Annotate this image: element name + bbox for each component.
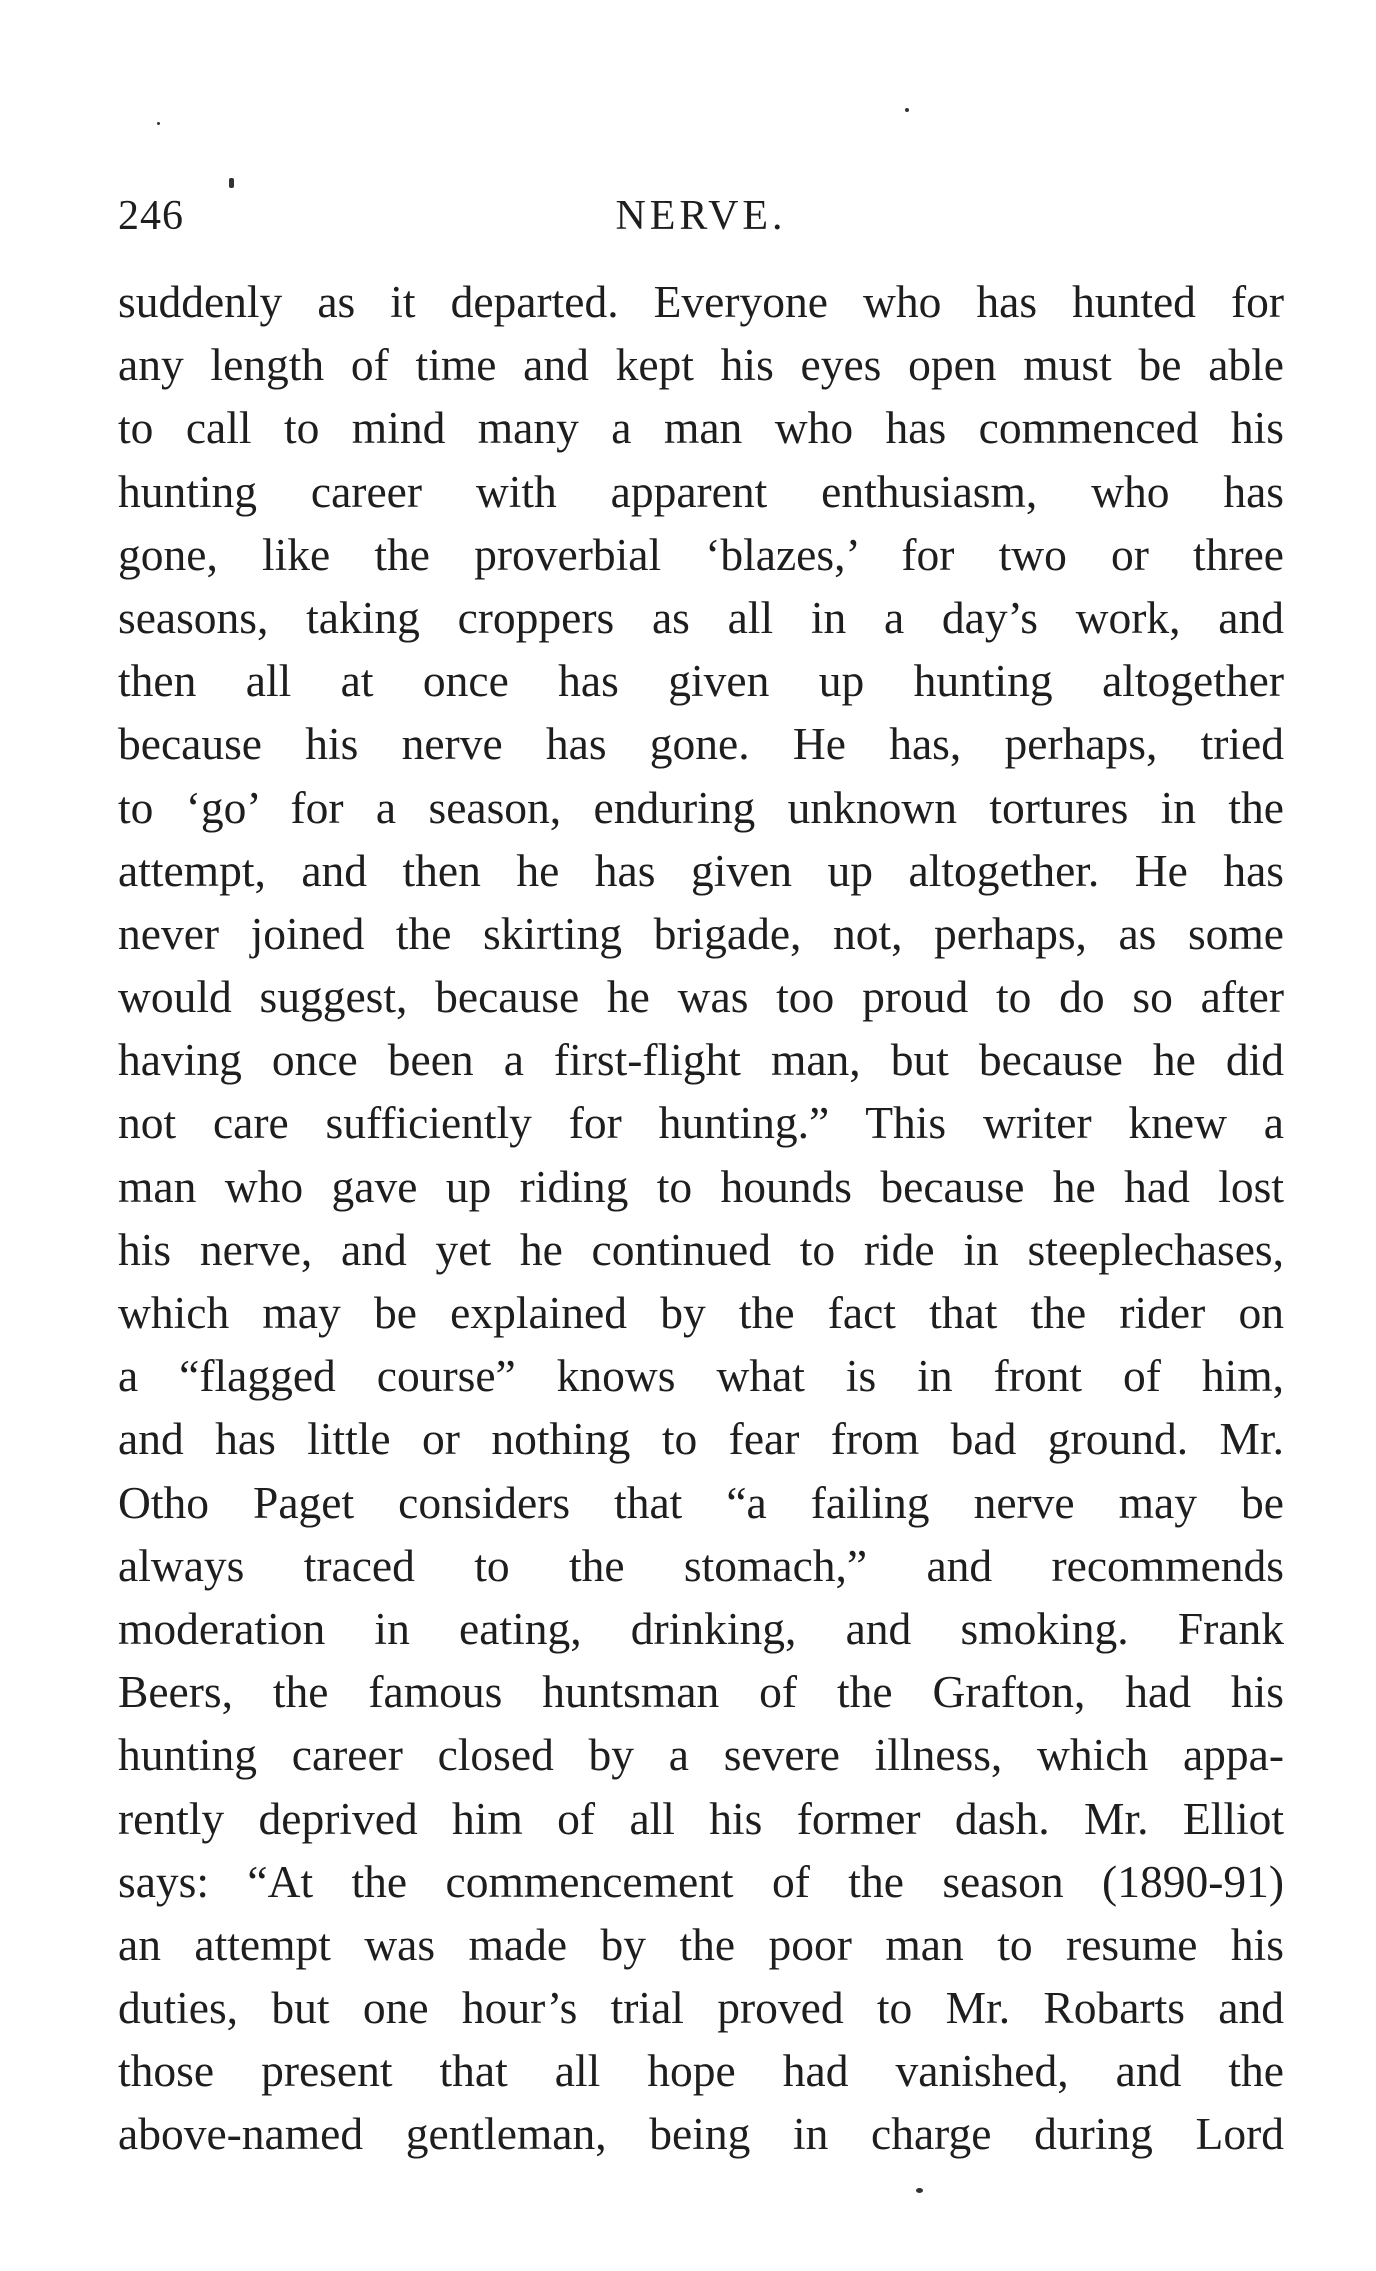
- page-header: [118, 188, 1284, 244]
- text-line: not care sufficiently for hunting.” This writer knew a: [118, 1097, 1284, 1149]
- text-line: seasons, taking croppers as all in a day’s work, and: [118, 591, 1284, 643]
- text-line: Otho Paget considers that “a failing nerve may be: [118, 1476, 1284, 1528]
- text-line: to ‘go’ for a season, enduring unknown tortures in the: [118, 781, 1284, 833]
- text-line: hunting career closed by a severe illness, which appa-: [118, 1729, 1284, 1781]
- text-line: because his nerve has gone. He has, perhaps, tried: [118, 718, 1284, 770]
- text-line: then all at once has given up hunting altogether: [118, 655, 1284, 707]
- text-line: his nerve, and yet he continued to ride in steeplechases,: [118, 1223, 1284, 1275]
- text-line: rently deprived him of all his former dash. Mr. Elliot: [118, 1792, 1284, 1844]
- text-line: those present that all hope had vanished, and the: [118, 2045, 1284, 2097]
- page-number: 246: [118, 193, 184, 239]
- text-line: suddenly as it departed. Everyone who has hunted for: [118, 276, 1284, 327]
- text-line: gone, like the proverbial ‘blazes,’ for two or three: [118, 528, 1284, 580]
- running-head: NERVE.: [615, 193, 787, 239]
- text-line: and has little or nothing to fear from bad ground. Mr.: [118, 1413, 1284, 1465]
- text-line: duties, but one hour’s trial proved to Mr. Robarts and: [118, 1982, 1284, 2034]
- text-line: attempt, and then he has given up altogether. He has: [118, 844, 1284, 896]
- text-line: to call to mind many a man who has commenced his: [118, 402, 1284, 454]
- text-line: above-named gentleman, being in charge during Lord: [118, 2108, 1284, 2160]
- text-line: an attempt was made by the poor man to resume his: [118, 1918, 1284, 1970]
- text-line: Beers, the famous huntsman of the Grafton, had his: [118, 1666, 1284, 1718]
- scan-speck: [229, 178, 234, 188]
- scan-speck: [157, 122, 160, 125]
- text-line: a “flagged course” knows what is in front of him,: [118, 1350, 1284, 1402]
- text-line: always traced to the stomach,” and recommends: [118, 1539, 1284, 1591]
- scan-speck: [916, 2188, 923, 2193]
- text-line: having once been a first-flight man, but because he did: [118, 1034, 1284, 1086]
- text-line: any length of time and kept his eyes open must be able: [118, 339, 1284, 391]
- text-line: never joined the skirting brigade, not, perhaps, as some: [118, 907, 1284, 959]
- scan-speck: [905, 108, 909, 112]
- text-line: man who gave up riding to hounds because he had lost: [118, 1160, 1284, 1212]
- text-line: which may be explained by the fact that the rider on: [118, 1287, 1284, 1338]
- text-line: says: “At the commencement of the season (1890-91): [118, 1855, 1284, 1907]
- text-line: moderation in eating, drinking, and smoking. Frank: [118, 1602, 1284, 1654]
- text-line: hunting career with apparent enthusiasm, who has: [118, 465, 1284, 517]
- text-line: would suggest, because he was too proud to do so after: [118, 971, 1284, 1023]
- body-text: [118, 270, 1284, 2166]
